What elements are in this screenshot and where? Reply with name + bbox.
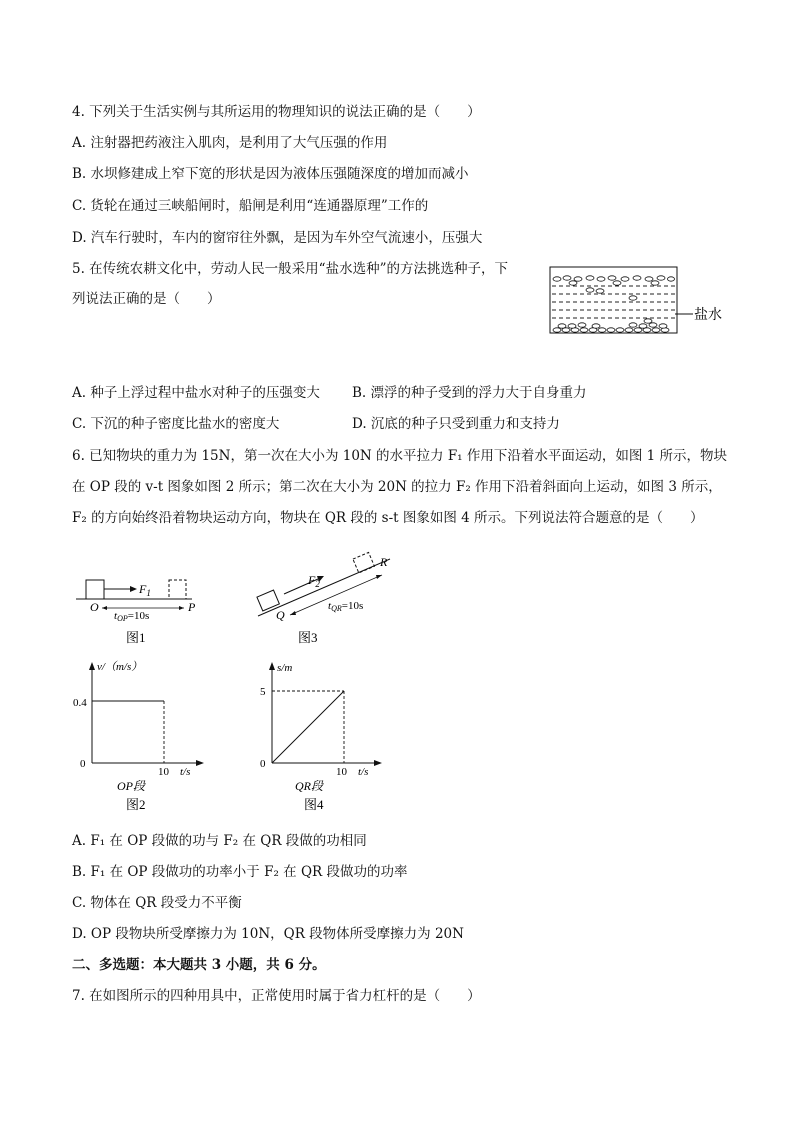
q5-option-d: D. 沉底的种子只受到重力和支持力	[352, 416, 560, 432]
q5-option-a: A. 种子上浮过程中盐水对种子的压强变大	[72, 385, 320, 401]
q6-stem-line3: F₂ 的方向始终沿着物块运动方向，物块在 QR 段的 s-t 图象如图 4 所示。下列说法符合题意的是（ ）	[72, 510, 704, 526]
figure-2-vt-graph	[72, 658, 212, 816]
salt-water-beaker-figure	[545, 264, 735, 340]
figure-4-caption: 图4	[304, 797, 324, 812]
figure-2-caption: 图2	[126, 797, 146, 812]
q5-option-c: C. 下沉的种子密度比盐水的密度大	[72, 416, 280, 432]
q6-option-d: D. OP 段物块所受摩擦力为 10N，QR 段物体所受摩擦力为 20N	[72, 926, 464, 942]
q6-stem-line1: 6. 已知物块的重力为 15N，第一次在大小为 10N 的水平拉力 F₁ 作用下沿着水平面运动，如图 1 所示，物块	[72, 448, 728, 464]
q5-stem-line1: 5. 在传统农耕文化中，劳动人民一般采用“盐水选种”的方法挑选种子，下	[72, 261, 508, 277]
point-r: R	[380, 555, 388, 569]
x-tick-label: 10	[336, 766, 347, 778]
time-op-label: tOP=10s	[114, 610, 150, 623]
figure-3-caption: 图3	[298, 630, 318, 645]
point-o: O	[90, 600, 99, 614]
sunken-seeds	[553, 319, 669, 332]
y-tick-label: 5	[260, 686, 266, 698]
q4-option-a: A. 注射器把药液注入肌肉，是利用了大气压强的作用	[72, 135, 388, 151]
q4-option-d: D. 汽车行驶时，车内的窗帘往外飘，是因为车外空气流速小，压强大	[72, 230, 483, 246]
segment-label: OP段	[117, 779, 145, 793]
q6-stem-line2: 在 OP 段的 v-t 图象如图 2 所示；第二次在大小为 20N 的拉力 F₂ 作用下沿着斜面向上运动，如图 3 所示，	[72, 479, 722, 495]
q4-option-b: B. 水坝修建成上窄下宽的形状是因为液体压强随深度的增加而减小	[72, 166, 469, 182]
q7-stem: 7. 在如图所示的四种用具中，正常使用时属于省力杠杆的是（ ）	[72, 988, 481, 1004]
q4-stem: 4. 下列关于生活实例与其所运用的物理知识的说法正确的是（ ）	[72, 104, 481, 120]
q5-option-b: B. 漂浮的种子受到的浮力大于自身重力	[352, 385, 587, 401]
distance-line	[272, 691, 344, 763]
q6-option-a: A. F₁ 在 OP 段做的功与 F₂ 在 QR 段做的功相同	[72, 833, 367, 849]
floating-seeds	[553, 276, 675, 285]
figure-1-caption: 图1	[126, 630, 146, 645]
y-axis-label: v/（m/s）	[97, 661, 143, 673]
q6-option-c: C. 物体在 QR 段受力不平衡	[72, 895, 242, 911]
q6-option-b: B. F₁ 在 OP 段做功的功率小于 F₂ 在 QR 段做功的功率	[72, 864, 408, 880]
figure-3-incline-pull	[250, 541, 410, 651]
water-dashes	[552, 286, 675, 318]
block	[86, 580, 104, 599]
time-qr-label: tQR=10s	[328, 600, 364, 613]
point-q: Q	[276, 608, 285, 622]
y-tick-label: 0.4	[73, 697, 87, 709]
figure-1-horizontal-pull	[72, 572, 212, 652]
force-f2-label: $F_2$	[308, 573, 320, 589]
origin-label: 0	[80, 758, 86, 770]
segment-label: QR段	[295, 779, 323, 793]
point-p: P	[188, 600, 196, 614]
block-final-position	[169, 580, 186, 599]
origin-label: 0	[260, 758, 266, 770]
q4-option-c: C. 货轮在通过三峡船闸时，船闸是利用“连通器原理”工作的	[72, 198, 429, 214]
q5-stem-line2: 列说法正确的是（ ）	[72, 291, 221, 307]
y-axis-label: s/m	[277, 662, 293, 674]
x-axis-label: t/s	[180, 766, 191, 778]
x-axis-label: t/s	[358, 766, 369, 778]
force-f1-label: $F_1$	[139, 582, 151, 598]
salt-water-label: 盐水	[694, 308, 722, 323]
x-tick-label: 10	[158, 766, 169, 778]
figure-4-st-graph	[250, 658, 390, 816]
section-2-heading: 二、多选题：本大题共 3 小题，共 6 分。	[72, 957, 326, 973]
